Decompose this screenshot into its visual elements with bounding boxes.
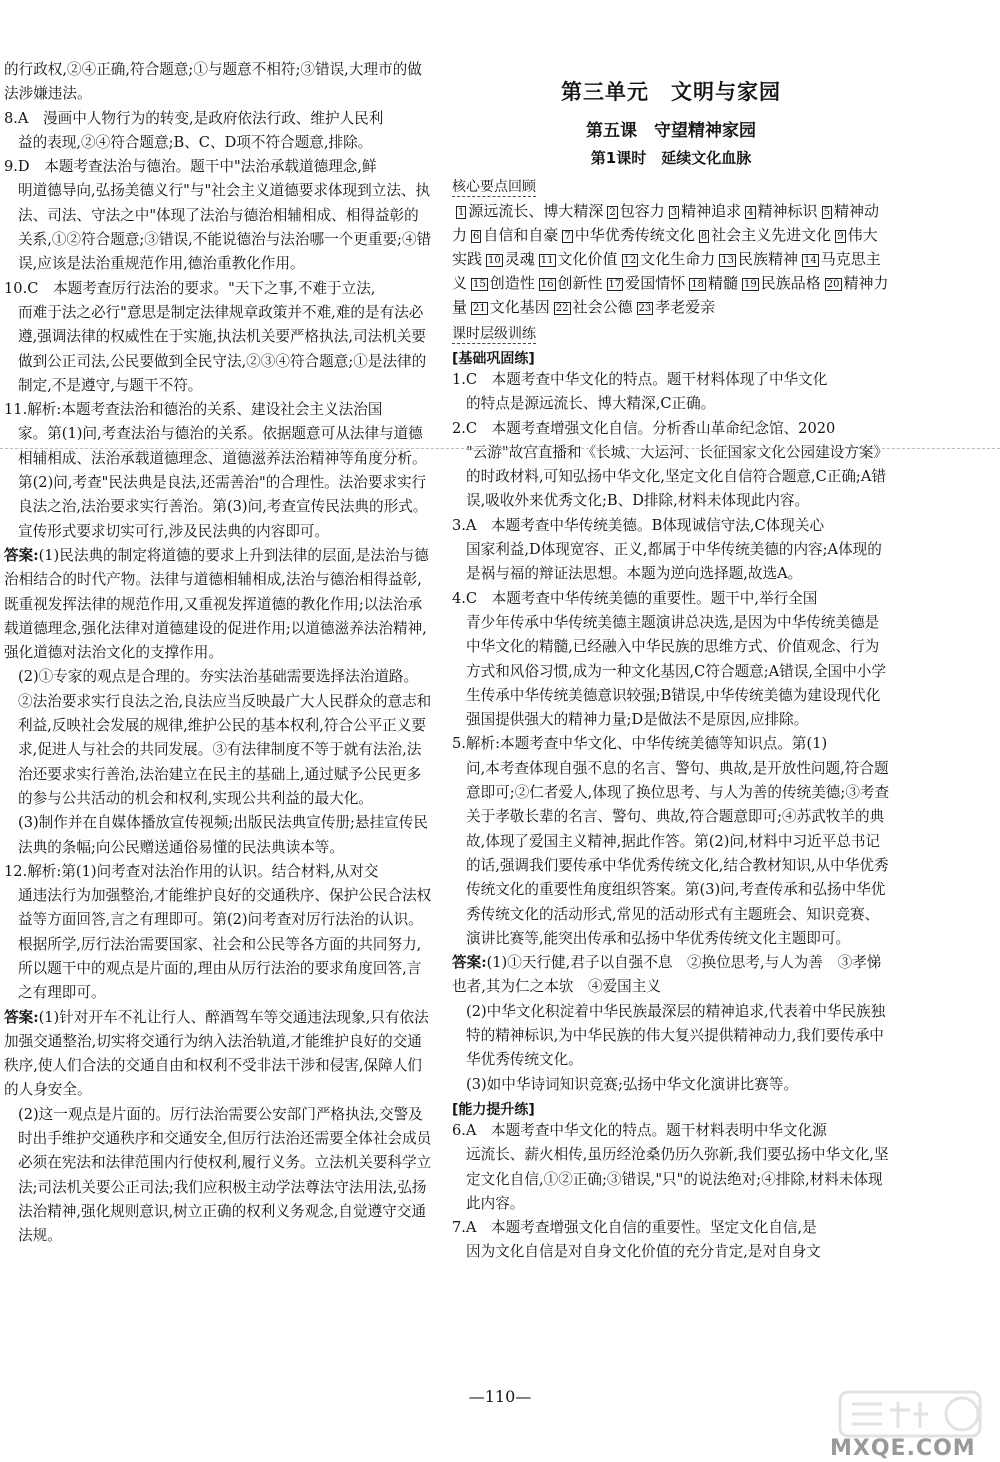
key-point-number: 12 (623, 254, 637, 266)
question-item (4, 107, 432, 156)
training-label: 课时层级训练 (452, 323, 536, 344)
question-explanation: "云游"故宫直播和《长城、大运河、长征国家文化公园建设方案》的时政材料,可知弘扬中华文化,坚定文化自信符合题意,C正确;A错误,吸收外来优秀文化;B、D排除,材料未体现此内容。 (466, 443, 889, 510)
advanced-items (452, 1119, 890, 1265)
unit-title: 第三单元 文明与家园 (561, 80, 781, 104)
key-point-text: 伟大实践 (452, 226, 878, 268)
key-point (618, 250, 716, 268)
answer-line: (1)①天行健,君子以自强不息 ②换位思考,与人为善 ③孝悌也者,其为仁之本欤 ④爱国主义 (452, 954, 882, 996)
question-item (452, 417, 890, 514)
question-explanation: 益的表现,②④符合题意;B、C、D项不符合题意,排除。 (18, 133, 373, 151)
key-point-text: 源远流长、博大精深 (468, 202, 604, 220)
question-item (452, 587, 890, 733)
key-point (482, 250, 535, 268)
key-point-text: 精神力量 (452, 274, 889, 316)
answer-line: (2)这一观点是片面的。厉行法治需要公安部门严格执法,交警及时出手维护交通秩序和交通安全,但厉行法治还需要全体社会成员必须在宪法和法律范围内行使权利,履行义务。立法机关要科学立法;司法机关要公正司法;我们应积极主动学法尊法守法用法,弘扬法治精神,强化规则意识,树立正确的权利义务观念,自觉遵守交通法规。 (18, 1105, 432, 1245)
answer-line: (1)民法典的制定将道德的要求上升到法律的层面,是法治与德治相结合的时代产物。法律与道德相辅相成,法治与德治相得益彰,既重视发挥法律的规范作用,又重视发挥道德的教化作用;以法治承载道德理念,强化法律对道德建设的促进作用;以道德滋养法治精神,强化道德对法治文化的支撑作用。 (4, 546, 429, 662)
key-point-text: 爱国情怀 (625, 274, 686, 292)
key-point-number: 11 (540, 254, 554, 266)
key-point-number: 3 (670, 206, 678, 218)
answer-label: 答案: (4, 546, 39, 564)
key-point-number: 7 (564, 230, 571, 242)
question-item (4, 860, 432, 1249)
question-explanation: 国家利益,D体现宽容、正义,都属于中华传统美德的内容;A体现的是祸与福的辩证法思想。本题为逆向选择题,故选A。 (466, 541, 882, 583)
question-first-line: 4.C 本题考查中华传统美德的重要性。题干中,举行全国 (452, 589, 818, 607)
period-title: 第1课时 延续文化血脉 (590, 149, 752, 167)
key-points-label: 核心要点回顾 (452, 176, 536, 197)
key-point-number: 8 (700, 230, 708, 242)
key-point-text: 社会公德 (572, 298, 633, 316)
question-explanation: 因为文化自信是对自身文化价值的充分肯定,是对自身文 (466, 1243, 821, 1261)
answer-line: (3)如中华诗词知识竞赛;弘扬中华文化演讲比赛等。 (466, 1075, 799, 1093)
question-first-line: 1.C 本题考查中华文化的特点。题干材料体现了中华文化 (452, 371, 828, 388)
right-column (452, 58, 890, 1265)
key-point-text: 马克思主义 (452, 250, 881, 292)
key-point (467, 274, 535, 292)
key-point-number: 10 (488, 254, 501, 266)
question-explanation: 而难于法之必行"意思是制定法律规章政策并不难,难的是有法必遵,强调法律的权威性在于实施,执法机关要严格执法,司法机关要做到公正司法,公民要做到全民守法,②③④符合题意;①是法律的制定,不是遵守,与题干不符。 (18, 303, 427, 394)
key-point-text: 中华优秀传统文化 (574, 226, 695, 244)
key-point-number: 17 (608, 278, 622, 290)
key-point-text: 灵魂 (504, 250, 535, 268)
question-item (452, 514, 890, 587)
key-point (685, 274, 738, 292)
key-point-number: 19 (744, 278, 757, 290)
key-point-number: 4 (747, 206, 754, 218)
question-explanation: 家。第(1)问,考查法治与德治的关系。依据题意可从法律与道德相辅相成、法治承载道德理念、道德滋养法治精神等角度分析。第(2)问,考查"民法典是良法,还需善治"的合理性。法治要求实行良法之治,法治要求实行善治。第(3)问,考查宣传民法典的形式。宣传形式要求切实可行,涉及民法典的内容即可。 (18, 425, 428, 540)
key-point-number: 18 (691, 278, 704, 290)
answer-line: (2)①专家的观点是合理的。夯实法治基础需要选择法治道路。②法治要求实行良法之治,良法应当反映最广大人民群众的意志和利益,反映社会发展的规律,维护公民的基本权利,符合公平正义要求,促进人与社会的共同发展。③有法律制度不等于就有法治,法治还要求实行善治,法治建立在民主的基础上,通过赋予公民更多的参与公共活动的机会和权利,实现公共利益的最大化。 (18, 668, 432, 807)
key-point-text: 包容力 (619, 202, 665, 220)
key-point-number: 1 (458, 206, 465, 218)
question-explanation: 明道德导向,弘扬美德义行"与"社会主义道德要求体现到立法、执法、司法、守法之中"体现了法治与德治相辅相成、相得益彰的关系,①②符合题意;③错误,不能说德治与法治哪一个更重要;④错误,应该是法治重规范作用,德治重教化作用。 (18, 182, 432, 273)
key-point (550, 298, 633, 316)
question-explanation: 的特点是源远流长、博大精深,C正确。 (466, 395, 716, 413)
key-point (738, 274, 821, 292)
question-first-line: 9.D 本题考查法治与德治。题干中"法治承载道德理念,鲜 (4, 158, 377, 176)
answer-block (452, 951, 890, 1000)
key-point (603, 202, 664, 220)
key-point-text: 精髓 (708, 274, 739, 292)
key-point (695, 226, 831, 244)
answer-block (4, 1006, 432, 1103)
key-point-text: 精神标识 (757, 202, 818, 220)
question-first-line: 2.C 本题考查增强文化自信。分析香山革命纪念馆、2020 (452, 419, 836, 437)
key-point (603, 274, 686, 292)
question-explanation: 的行政权,②④正确,符合题意;①与题意不相符;③错误,大理市的做法涉嫌违法。 (4, 61, 422, 103)
key-point-number: 16 (540, 278, 554, 290)
answer-block (4, 544, 432, 665)
key-point (715, 250, 798, 268)
key-point (467, 298, 550, 316)
key-point-number: 6 (473, 230, 480, 242)
question-item (4, 277, 432, 398)
separator-line (0, 448, 1000, 449)
question-item (4, 398, 432, 860)
watermark-url: MXQE.COM (830, 1436, 976, 1461)
key-point-text: 文化价值 (557, 250, 618, 268)
key-point-number: 23 (638, 302, 652, 314)
question-first-line: 10.C 本题考查厉行法治的要求。"天下之事,不难于立法, (4, 279, 376, 297)
question-item (452, 1119, 890, 1216)
answer-label: 答案: (4, 1008, 39, 1026)
key-point (535, 274, 603, 292)
basic-items (452, 368, 890, 1097)
key-points-list (452, 199, 890, 319)
key-point-number: 13 (721, 254, 734, 266)
question-item (4, 58, 432, 107)
basic-section-label: [基础巩固练] (452, 351, 535, 367)
question-first-line: 11.解析:本题考查法治和德治的关系、建设社会主义法治国 (4, 401, 383, 419)
question-item (452, 1216, 890, 1265)
question-explanation: 问,本考查体现自强不息的名言、警句、典故,是开放性问题,符合题意即可;②仁者爱人,体现了换位思考、与人为善的传统美德;③考查关于孝敬长辈的名言、警句、典故,符合题意即可;④苏武牧羊的典故,体现了爱国主义精神,据此作答。第(2)问,材料中习近平总书记的话,强调我们要传承中华优秀传统文化,结合教材知识,从中华优秀传统文化的重要性角度组织答案。第(3)问,考查传承和弘扬中华优秀传统文化的活动形式,常见的活动形式有主题班会、知识竞赛、演讲比赛等,能突出传承和弘扬中华优秀传统文化主题即可。 (466, 759, 890, 947)
key-point-text: 社会主义先进文化 (711, 226, 832, 244)
key-point (535, 250, 618, 268)
key-point-number: 9 (837, 230, 844, 242)
key-point-text: 自信和自豪 (483, 226, 559, 244)
question-first-line: 6.A 本题考查中华文化的特点。题干材料表明中华文化源 (452, 1121, 827, 1139)
key-point-text: 创造性 (489, 274, 535, 292)
key-point (633, 298, 716, 316)
question-first-line: 8.A 漫画中人物行为的转变,是政府依法行政、维护人民利 (4, 109, 384, 127)
question-first-line: 12.解析:第(1)问考查对法治作用的认识。结合材料,从对交 (4, 862, 379, 880)
left-column (4, 58, 432, 1249)
answer-line: (2)中华文化积淀着中华民族最深层的精神追求,代表着中华民族独特的精神标识,为中华民族的伟大复兴提供精神动力,我们要传承中华优秀传统文化。 (466, 1002, 886, 1069)
key-point-text: 文化基因 (489, 298, 550, 316)
key-point-number: 5 (823, 206, 830, 218)
key-point-number: 2 (609, 206, 616, 218)
question-item (452, 732, 890, 1096)
key-point-text: 文化生命力 (640, 250, 716, 268)
key-point (665, 202, 741, 220)
question-explanation: 通违法行为加强整治,才能维护良好的交通秩序、保护公民合法权益等方面回答,言之有理即可。第(2)问考查对厉行法治的认识。根据所学,厉行法治需要国家、社会和公民等各方面的共同努力,所以题干中的观点是片面的,理由从厉行法治的要求角度回答,言之有理即可。 (18, 887, 432, 1002)
key-point-number: 15 (473, 278, 486, 290)
advanced-section-label: [能力提升练] (452, 1101, 535, 1118)
key-point-text: 孝老爱亲 (655, 298, 716, 316)
question-item (4, 155, 432, 276)
key-point (741, 202, 817, 220)
answer-label: 答案: (452, 954, 487, 972)
question-explanation: 青少年传承中华传统美德主题演讲总决选,是因为中华传统美德是中华文化的精髓,已经融入中华民族的思维方式、价值观念、行为方式和风俗习惯,成为一种文化基因,C符合题意;A错误,全国中小学生传承中华传统美德意识较强;B错误,中华传统美德为建设现代化强国提供强大的精神力量;D是做法不是原因,应排除。 (466, 613, 886, 729)
key-point-number: 20 (826, 278, 840, 290)
key-point-text: 民族品格 (760, 274, 821, 292)
key-point (452, 202, 603, 220)
key-point-number: 21 (473, 302, 486, 314)
question-first-line: 7.A 本题考查增强文化自信的重要性。坚定文化自信,是 (452, 1219, 817, 1237)
question-first-line: 3.A 本题考查中华传统美德。B体现诚信守法,C体现关心 (452, 516, 825, 534)
key-point-number: 14 (804, 254, 817, 266)
key-point-number: 22 (555, 302, 569, 314)
question-explanation: 远流长、薪火相传,虽历经沧桑仍历久弥新,我们要弘扬中华文化,坚定文化自信,①②正确;③错误,"只"的说法绝对;④排除,材料未体现此内容。 (466, 1146, 889, 1212)
key-point (467, 226, 558, 244)
lesson-title: 第五课 守望精神家园 (586, 121, 756, 141)
key-point-text: 创新性 (557, 274, 603, 292)
answer-line: (1)针对开车不礼让行人、醉酒驾车等交通违法现象,只有依法加强交通整治,切实将交通行为纳入法治轨道,才能维护良好的交通秩序,使人们合法的交通自由和权利不受非法干涉和侵害,保障人们的人身安全。 (4, 1008, 429, 1099)
key-point-text: 民族精神 (738, 250, 799, 268)
key-point (558, 226, 694, 244)
page-number: —110— (468, 1387, 532, 1406)
answer-line: (3)制作并在自媒体播放宣传视频;出版民法典宣传册;悬挂宣传民法典的条幅;向公民赠送通俗易懂的民法典读本等。 (18, 814, 428, 856)
key-point-text: 精神追求 (681, 202, 742, 220)
question-item (452, 368, 890, 417)
question-first-line: 5.解析:本题考查中华文化、中华传统美德等知识点。第(1) (452, 735, 828, 753)
key-point-text: 精神动力 (452, 202, 879, 244)
